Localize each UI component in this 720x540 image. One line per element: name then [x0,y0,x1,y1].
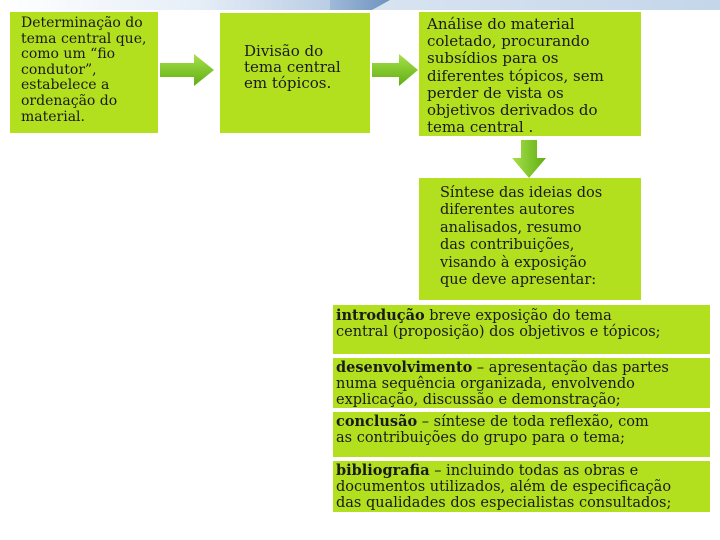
step-divisao-line: Divisão do [244,42,324,60]
step-determinacao-line: ordenação do [21,92,118,109]
step-analise-line: coletado, procurando [427,32,590,51]
step-analise-line: subsídios para os [427,49,559,68]
step-determinacao-line: como um “fio [21,46,116,63]
section-introducao-line: central (proposição) dos objetivos e tópicos; [336,324,661,340]
step-determinacao-box [10,12,158,133]
step-determinacao-line: estabelece a [21,77,110,94]
section-desenvolvimento [333,358,710,408]
top-decorative-band [0,0,720,10]
step-sintese-line: que deve apresentar: [440,272,597,289]
right-arrow-1-icon [160,54,214,86]
step-analise-line: diferentes tópicos, sem [427,66,604,85]
section-term: conclusão [336,413,418,430]
section-bibliografia-line: documentos utilizados, além de especificação [336,479,672,495]
step-determinacao-line: tema central que, [21,30,147,47]
step-determinacao-line: condutor”, [21,61,97,78]
section-term: introdução [336,307,425,324]
step-sintese-line: Síntese das ideias dos [440,185,603,201]
step-sintese-line: diferentes autores [440,202,575,219]
step-divisao-box [220,13,370,133]
section-desenvolvimento-line [336,360,710,376]
section-conclusao [333,412,710,457]
step-determinacao-line: material. [21,108,85,125]
section-text: – apresentação das partes [472,360,669,376]
section-bibliografia [333,461,710,512]
right-arrow-2-icon [372,54,418,86]
decor-band-left [0,0,330,10]
section-text: – síntese de toda reflexão, com [417,414,649,430]
step-analise-line: tema central . [427,118,534,137]
section-conclusao-line: as contribuições do grupo para o tema; [336,430,625,446]
step-analise-box [419,12,641,136]
decor-band-right [360,0,720,10]
section-introducao-line [336,308,710,324]
step-determinacao-line: Determinação do [21,15,143,31]
step-sintese-line: das contribuições, [440,237,575,254]
section-introducao [333,305,710,354]
section-text: breve exposição do tema [424,308,612,324]
section-term: desenvolvimento [336,359,473,376]
step-divisao-line: em tópicos. [244,74,332,92]
step-analise-line: objetivos derivados do [427,101,598,120]
step-divisao-line: tema central [244,58,341,76]
section-conclusao-line [336,414,710,430]
step-sintese-line: visando à exposição [440,254,587,271]
section-term: bibliografia [336,462,430,479]
section-desenvolvimento-line: numa sequência organizada, envolvendo [336,376,635,392]
step-sintese-box [419,178,641,300]
down-arrow-icon [512,140,546,178]
section-bibliografia-line: das qualidades dos especialistas consultados; [336,495,672,511]
step-analise-line: Análise do material [427,15,575,33]
step-analise-line: perder de vista os [427,83,564,102]
step-sintese-line: analisados, resumo [440,219,582,236]
section-desenvolvimento-line: explicação, discussão e demonstração; [336,392,621,408]
section-text: – incluindo todas as obras e [429,463,639,479]
section-bibliografia-line [336,463,710,479]
